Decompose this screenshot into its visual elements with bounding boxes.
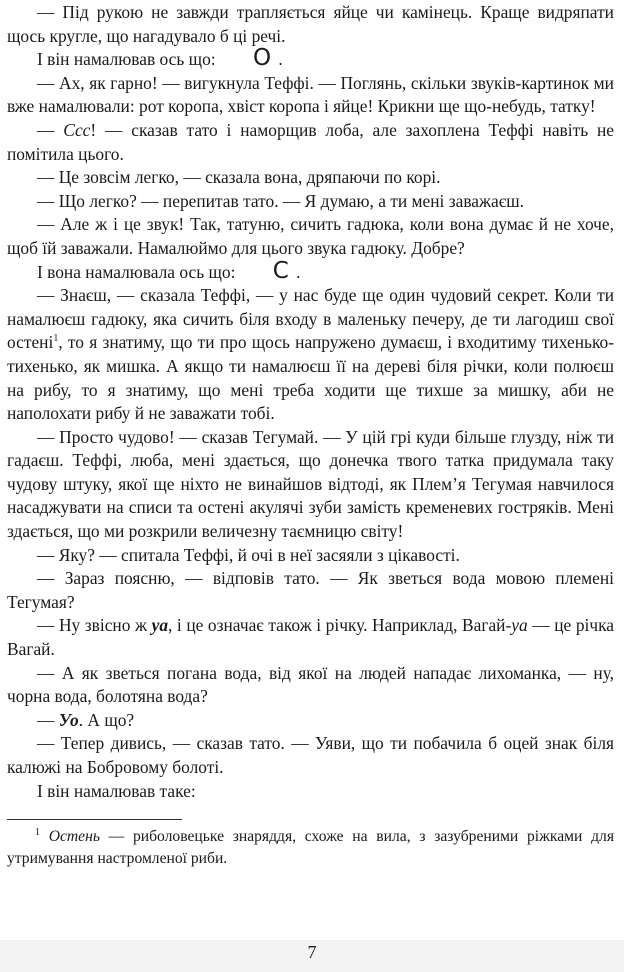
emphasized-word: уа bbox=[151, 615, 169, 636]
text-run: — А як зветься погана вода, від якої на людей нападає лихоманка, — ну, чорна вода, болотяна вода? bbox=[7, 662, 614, 707]
emphasized-word: Уо bbox=[58, 709, 79, 730]
text-run: І вона намалювала ось що: bbox=[37, 261, 240, 282]
text-run: , то я знатиму, що ти про щось напружено думаєш, і входитиму тихенько-тихенько, як мишка. А якщо ти намалюєш її на дереві біля річки, коли полюєш на рибу, то я знатиму, що мені треба ходити ще тихше за мишку, аби не наполохати рибу й не заважати тобі. bbox=[7, 332, 614, 424]
footnote-reference: 1 bbox=[53, 333, 59, 345]
footnote-marker: 1 bbox=[35, 827, 40, 838]
text-run: — Під рукою не завжди трапляється яйце чи камінець. Краще видряпати щось кругле, що нагадувало б ці речі. bbox=[7, 2, 614, 46]
footnote-term: Остень bbox=[48, 828, 100, 846]
text-run: — Але ж і це звук! Так, татуню, сичить гадюка, коли вона думає й не хоче, щоб їй заважали. Намалюймо для цього звука гадюку. Добре? bbox=[7, 214, 614, 258]
text-run: — Зараз поясню, — відповів тато. — Як зветься вода мовою племені Тегумая? bbox=[7, 568, 614, 612]
text-run: . А що? bbox=[78, 709, 135, 730]
footnote-divider bbox=[7, 819, 182, 820]
paragraph-p8 bbox=[7, 257, 614, 285]
paragraph-p15 bbox=[7, 709, 614, 733]
text-run: — Це зовсім легко, — сказала вона, дряпаючи по корі. bbox=[37, 167, 441, 188]
paragraph-p10 bbox=[7, 426, 614, 544]
page-footer bbox=[0, 940, 624, 972]
paragraph-p3 bbox=[7, 72, 614, 119]
paragraph-p1 bbox=[7, 1, 614, 48]
text-run: , і це означає також і річку. Наприклад, Вагай- bbox=[168, 615, 512, 636]
paragraph-p17 bbox=[7, 780, 614, 804]
footnote bbox=[7, 826, 614, 869]
paragraph-p9 bbox=[7, 284, 614, 426]
paragraph-p16 bbox=[7, 732, 614, 779]
paragraph-p7 bbox=[7, 213, 614, 260]
text-run: — Тепер дивись, — сказав тато. — Уяви, що ти побачила б оцей знак біля калюжі на Бобровому болоті. bbox=[7, 733, 614, 777]
text-run: — Просто чудово! — сказав Тегумай. — У цій грі куди більше глузду, ніж ти гадаєш. Теффі, люба, мені здається, що донечка твого татка придумала таку чудову штуку, якої ще ніхто не винайшов відтоді, як Плем’я Тегумая навчилося насаджувати на списи та остені акулячі зуби замість кременевих гостряків. Мені здається, що ми розкрили величезну таємницю світу! bbox=[7, 426, 614, 542]
text-run: — Знаєш, — сказала Теффі, — у нас буде ще один чудовий секрет. Коли ти намалюєш гадюку, яка сичить біля входу в маленьку печеру, де ти лагодиш свої остені bbox=[7, 285, 614, 353]
text-run: — bbox=[37, 709, 59, 730]
text-run: — Що легко? — перепитав тато. — Я думаю, а ти мені заважаєш. bbox=[37, 190, 524, 211]
text-run: . bbox=[291, 261, 301, 282]
paragraph-p2 bbox=[7, 45, 614, 72]
text-run: — Ну звісно ж bbox=[37, 615, 152, 636]
paragraph-p14 bbox=[7, 662, 614, 709]
text-run: І він намалював ось що: bbox=[37, 49, 220, 70]
egg-sign-glyph: O bbox=[252, 45, 272, 72]
paragraph-p4 bbox=[7, 119, 614, 166]
text-run: ! — сказав тато і наморщив лоба, але захоплена Теффі навіть не помітила цього. bbox=[7, 119, 615, 164]
text-run: . bbox=[274, 49, 283, 70]
italic-word: уа bbox=[511, 615, 528, 636]
text-run: І він намалював таке: bbox=[37, 780, 196, 801]
text-run: — Ах, як гарно! — вигукнула Теффі. — Поглянь, скільки звуків-картинок ми вже намалювали: рот коропа, хвіст коропа і яйце! Крикни ще що-небудь, татку! bbox=[7, 72, 614, 117]
footnote-text bbox=[7, 826, 614, 869]
snake-sign-glyph: C bbox=[272, 257, 289, 284]
paragraph-p12 bbox=[7, 567, 614, 614]
paragraph-p11 bbox=[7, 544, 614, 568]
text-run: — bbox=[37, 119, 64, 140]
footnote-definition: — риболовецьке знаряддя, схоже на вила, з зазубреними ріжками для утримування настромленої риби. bbox=[7, 828, 614, 867]
main-text bbox=[7, 1, 614, 803]
paragraph-p6 bbox=[7, 190, 614, 214]
paragraph-p5 bbox=[7, 166, 614, 190]
italic-word: Ссс bbox=[63, 119, 91, 140]
page-number: 7 bbox=[307, 942, 317, 962]
text-run: — це річка Вагай. bbox=[7, 615, 615, 660]
text-run: — Яку? — спитала Теффі, й очі в неї засяяли з цікавості. bbox=[37, 544, 460, 565]
paragraph-p13 bbox=[7, 614, 614, 661]
